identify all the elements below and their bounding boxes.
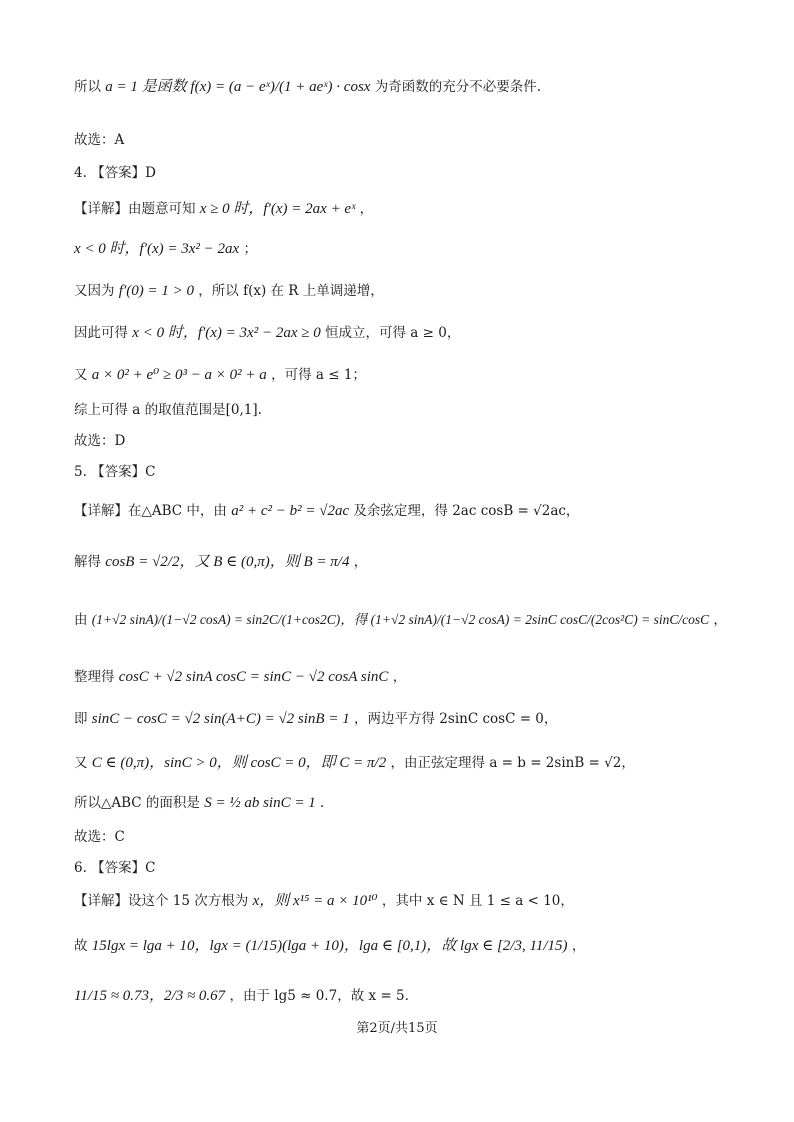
line-prefix: 【详解】由题意可知 [74, 201, 200, 217]
line-prefix: 整理得 [74, 669, 119, 685]
line-suffix: ，两边平方得 2sinC cosC = 0， [354, 711, 558, 727]
line-suffix: ， [392, 669, 407, 685]
line-suffix: ，其中 x ∈ N 且 1 ≤ a < 10， [381, 893, 574, 909]
text-line [74, 502, 734, 520]
text-line [74, 165, 734, 181]
page-footer: 第2页/共15页 [356, 1021, 438, 1036]
text-line [74, 829, 734, 845]
text-line [74, 937, 734, 955]
line-prefix: 故选：D [74, 433, 126, 449]
line-suffix: ， [713, 612, 727, 628]
line-prefix: 【详解】在△ABC 中，由 [74, 503, 232, 519]
math-expression: a = 1 是函数 f(x) = (a − eˣ)/(1 + aeˣ) · cosx [105, 79, 371, 95]
line-prefix: 6. 【答案】C [74, 860, 156, 876]
text-line [74, 78, 734, 96]
math-expression: x < 0 时，f′(x) = 3x² − 2ax [74, 241, 240, 257]
line-suffix: . [320, 795, 325, 811]
text-line [74, 402, 734, 418]
line-prefix: 5. 【答案】C [74, 464, 156, 480]
math-expression: cosC + √2 sinA cosC = sinC − √2 cosA sinC [118, 669, 389, 685]
math-expression: a² + c² − b² = √2ac [231, 503, 350, 519]
text-line [74, 892, 734, 910]
line-suffix: ，由正弦定理得 a = b = 2sinB = √2， [390, 755, 635, 771]
line-prefix: 因此可得 [74, 325, 133, 341]
line-prefix: 【详解】设这个 15 次方根为 [74, 893, 253, 909]
line-prefix: 又 [74, 367, 92, 383]
math-expression: S = ½ ab sinC = 1 [204, 795, 316, 811]
line-prefix: 又 [74, 755, 92, 771]
text-line [74, 710, 734, 728]
line-suffix: 及余弦定理，得 2ac cosB = √2ac， [353, 503, 580, 519]
text-line [74, 132, 734, 148]
line-prefix: 所以 [74, 79, 106, 95]
math-expression: C ∈ (0,π)，sinC > 0，则 cosC = 0，即 C = π/2 [91, 755, 387, 771]
math-expression: a × 0² + e⁰ ≥ 0³ − a × 0² + a [91, 367, 267, 383]
line-prefix: 又因为 [74, 283, 119, 299]
text-line [74, 240, 734, 258]
line-prefix: 综上可得 a 的取值范围是[0,1]. [74, 402, 262, 418]
math-expression: sinC − cosC = √2 sin(A+C) = √2 sinB = 1 [91, 711, 350, 727]
line-suffix: ， [571, 938, 586, 954]
text-line [74, 464, 734, 480]
math-expression: x < 0 时，f′(x) = 3x² − 2ax ≥ 0 [132, 325, 321, 341]
text-line [74, 612, 734, 628]
text-line [74, 553, 734, 571]
line-suffix: 为奇函数的充分不必要条件. [374, 79, 542, 95]
math-expression: x ≥ 0 时，f′(x) = 2ax + eˣ [199, 201, 356, 217]
line-suffix: 恒成立，可得 a ≥ 0， [325, 325, 461, 341]
math-expression: 15lgx = lga + 10，lgx = (1/15)(lga + 10)，lga ∈ [0,1)，故 lgx ∈ [2/3, 11/15) [91, 938, 568, 954]
line-prefix: 故选：A [74, 132, 125, 148]
math-expression: f′(0) = 1 > 0 [118, 283, 194, 299]
line-suffix: ， [353, 554, 368, 570]
text-line [74, 324, 734, 342]
text-line [74, 754, 734, 772]
line-prefix: 故 [74, 938, 92, 954]
text-line [74, 794, 734, 812]
line-suffix: ； [243, 241, 257, 257]
math-expression: x，则 x¹⁵ = a × 10¹⁰ [252, 893, 378, 909]
text-line [74, 987, 734, 1005]
text-line [74, 860, 734, 876]
line-prefix: 即 [74, 711, 92, 727]
text-line [74, 200, 734, 218]
text-line [74, 366, 734, 384]
line-prefix: 故选：C [74, 829, 125, 845]
text-line [74, 433, 734, 449]
line-suffix: ， [359, 201, 374, 217]
line-suffix: ，由于 lg5 ≈ 0.7，故 x = 5. [229, 988, 409, 1004]
line-suffix: ，所以 f(x) 在 R 上单调递增， [198, 283, 384, 299]
text-line [74, 282, 734, 300]
line-prefix: 由 [74, 612, 92, 628]
line-suffix: ，可得 a ≤ 1； [271, 367, 366, 383]
math-expression: 11/15 ≈ 0.73，2/3 ≈ 0.67 [74, 988, 226, 1004]
math-expression: (1+√2 sinA)/(1−√2 cosA) = sin2C/(1+cos2C)，得 (1+√2 sinA)/(1−√2 cosA) = 2sinC cosC/(2cos²C) = sinC/cosC [91, 612, 710, 627]
line-prefix: 解得 [74, 554, 106, 570]
math-expression: cosB = √2/2，又 B ∈ (0,π)，则 B = π/4 [105, 554, 350, 570]
text-line [74, 668, 734, 686]
line-prefix: 4. 【答案】D [74, 165, 156, 181]
line-prefix: 所以△ABC 的面积是 [74, 795, 205, 811]
